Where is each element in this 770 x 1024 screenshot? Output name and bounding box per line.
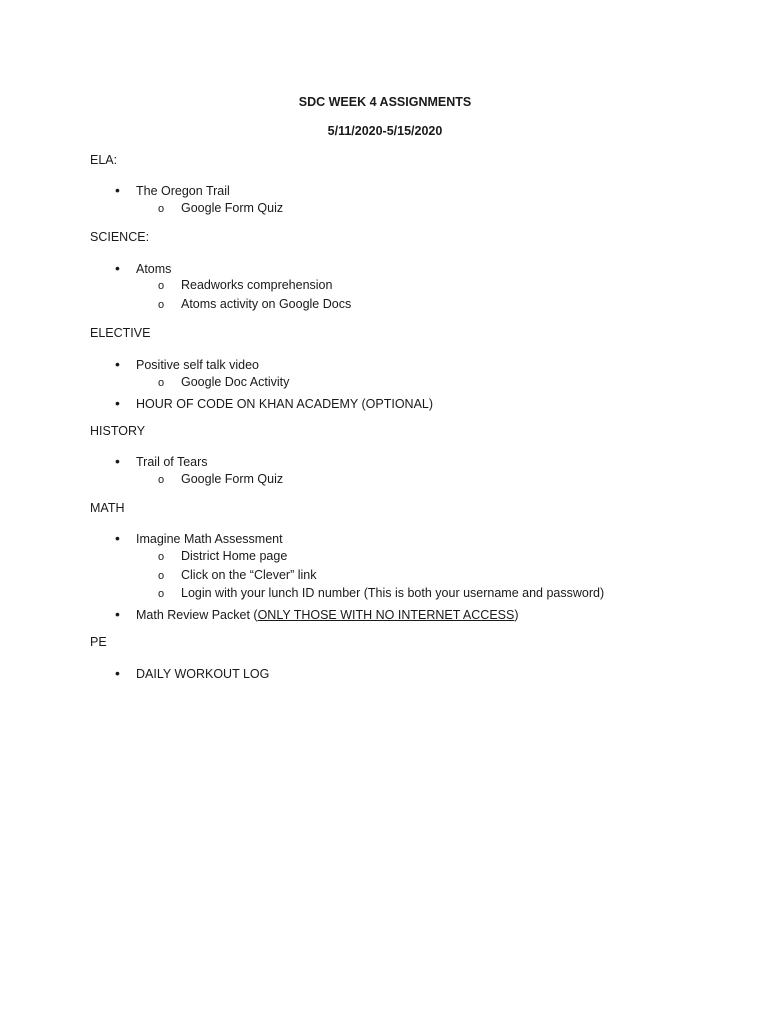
sub-bullet-icon: o (158, 474, 165, 486)
list-item-text: HOUR OF CODE ON KHAN ACADEMY (OPTIONAL) (136, 397, 434, 411)
bullet-icon: • (115, 453, 120, 469)
section-heading-math: MATH (90, 501, 125, 515)
sub-bullet-icon: o (158, 299, 165, 311)
sub-list-item-text: Readworks comprehension (181, 278, 333, 292)
list-item-text-suffix: ) (514, 608, 519, 622)
list-item (115, 665, 269, 681)
sub-list-item (158, 297, 351, 311)
bullet-icon: • (115, 260, 120, 276)
section-heading-history: HISTORY (90, 424, 146, 438)
sub-list-item-text: Google Doc Activity (181, 375, 290, 389)
list-item (115, 356, 259, 372)
sub-list-item-text: Atoms activity on Google Docs (181, 297, 352, 311)
document-title: SDC WEEK 4 ASSIGNMENTS (298, 95, 472, 109)
sub-bullet-icon: o (158, 551, 165, 563)
section-heading-ela: ELA: (90, 153, 118, 167)
bullet-icon: • (115, 182, 120, 198)
list-item (115, 260, 171, 276)
list-item-text: The Oregon Trail (136, 184, 230, 198)
sub-list-item (158, 278, 332, 292)
sub-list-item (158, 375, 289, 389)
sub-list-item (158, 472, 283, 486)
sub-bullet-icon: o (158, 588, 165, 600)
underlined-note: ONLY THOSE WITH NO INTERNET ACCESS (257, 608, 515, 622)
bullet-icon: • (115, 530, 120, 546)
list-item (115, 182, 230, 198)
list-item-text: Atoms (136, 262, 172, 276)
sub-list-item (158, 568, 316, 582)
list-item-text: Trail of Tears (136, 455, 208, 469)
sub-list-item (158, 586, 604, 600)
section-heading-pe: PE (90, 635, 107, 649)
sub-list-item-text: Google Form Quiz (181, 201, 284, 215)
sub-list-item-text: Login with your lunch ID number (This is both your username and password) (181, 586, 605, 600)
bullet-icon: • (115, 395, 120, 411)
bullet-icon: • (115, 606, 120, 622)
list-item-text: Positive self talk video (136, 358, 259, 372)
list-item (115, 395, 433, 411)
date-range: 5/11/2020-5/15/2020 (327, 124, 443, 138)
list-item (115, 453, 208, 469)
section-heading-science: SCIENCE: (90, 230, 150, 244)
sub-bullet-icon: o (158, 377, 165, 389)
bullet-icon: • (115, 356, 120, 372)
sub-bullet-icon: o (158, 280, 165, 292)
sub-bullet-icon: o (158, 570, 165, 582)
sub-list-item-text: District Home page (181, 549, 288, 563)
section-heading-elective: ELECTIVE (90, 326, 151, 340)
sub-list-item-text: Click on the “Clever” link (181, 568, 317, 582)
list-item-text: Imagine Math Assessment (136, 532, 283, 546)
sub-list-item-text: Google Form Quiz (181, 472, 284, 486)
list-item (115, 530, 283, 546)
sub-bullet-icon: o (158, 203, 165, 215)
sub-list-item (158, 549, 287, 563)
list-item (115, 606, 519, 622)
list-item-text-prefix: Math Review Packet ( (136, 608, 258, 622)
bullet-icon: • (115, 665, 120, 681)
list-item-text: DAILY WORKOUT LOG (136, 667, 270, 681)
sub-list-item (158, 201, 283, 215)
